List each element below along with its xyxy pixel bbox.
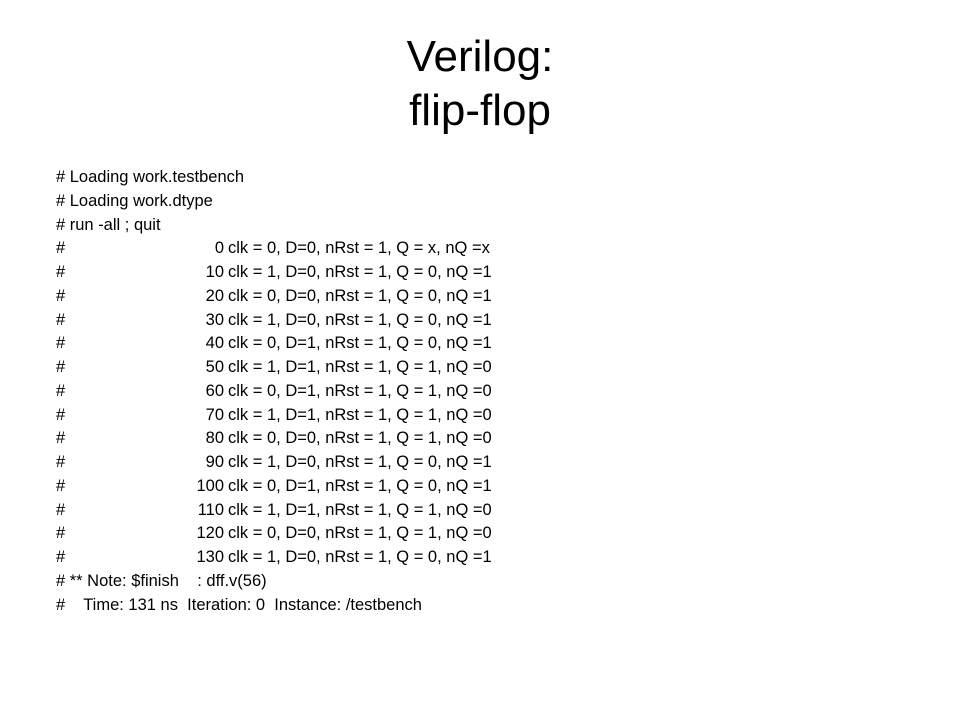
log-row <box>56 427 936 451</box>
log-hash: # <box>56 429 66 448</box>
log-row <box>56 475 936 499</box>
log-hash: # <box>56 500 66 519</box>
log-values: clk = 1, D=1, nRst = 1, Q = 1, nQ =0 <box>228 358 492 376</box>
log-text: # ** Note: $finish : dff.v(56) <box>56 571 267 590</box>
log-time: 30 <box>205 310 224 329</box>
log-values: clk = 0, D=0, nRst = 1, Q = 1, nQ =0 <box>228 429 492 448</box>
simulation-log <box>56 166 936 617</box>
log-header-line <box>56 166 936 190</box>
log-row <box>56 261 936 285</box>
log-hash: # <box>56 476 66 495</box>
log-hash: # <box>56 381 66 400</box>
log-hash: # <box>56 286 66 305</box>
log-row <box>56 451 936 475</box>
log-time: 50 <box>205 358 224 376</box>
slide-title <box>0 30 960 138</box>
log-row <box>56 237 936 261</box>
log-hash: # <box>56 405 66 424</box>
log-header-line <box>56 190 936 214</box>
log-row <box>56 546 936 570</box>
log-row <box>56 285 936 309</box>
log-values: clk = 0, D=1, nRst = 1, Q = 1, nQ =0 <box>228 381 492 400</box>
log-values: clk = 1, D=0, nRst = 1, Q = 0, nQ =1 <box>228 263 492 281</box>
log-values: clk = 0, D=0, nRst = 1, Q = 1, nQ =0 <box>228 524 492 543</box>
log-text: # Loading work.testbench <box>56 168 245 186</box>
log-row <box>56 309 936 333</box>
log-time: 70 <box>205 405 224 424</box>
slide-title-line-2: flip-flop <box>409 86 551 135</box>
log-time: 80 <box>205 429 224 448</box>
log-time: 40 <box>205 334 224 353</box>
log-row <box>56 499 936 523</box>
log-values: clk = 0, D=0, nRst = 1, Q = 0, nQ =1 <box>228 286 492 305</box>
log-hash: # <box>56 358 66 376</box>
log-hash: # <box>56 453 66 471</box>
log-row <box>56 380 936 404</box>
log-text: # Loading work.dtype <box>56 191 213 210</box>
log-row <box>56 332 936 356</box>
log-time: 90 <box>205 453 224 471</box>
log-footer-line <box>56 594 936 618</box>
log-hash: # <box>56 548 66 566</box>
log-values: clk = 0, D=1, nRst = 1, Q = 0, nQ =1 <box>228 476 492 495</box>
log-values: clk = 0, D=0, nRst = 1, Q = x, nQ =x <box>228 239 490 258</box>
log-hash: # <box>56 334 66 353</box>
log-values: clk = 0, D=1, nRst = 1, Q = 0, nQ =1 <box>228 334 492 353</box>
log-hash: # <box>56 263 66 281</box>
log-time: 130 <box>196 548 224 566</box>
log-time: 10 <box>205 263 224 281</box>
log-values: clk = 1, D=1, nRst = 1, Q = 1, nQ =0 <box>228 500 492 519</box>
log-time: 100 <box>196 476 224 495</box>
log-time: 0 <box>214 239 224 258</box>
log-values: clk = 1, D=0, nRst = 1, Q = 0, nQ =1 <box>228 548 492 566</box>
slide-title-line-1: Verilog: <box>406 32 554 81</box>
log-hash: # <box>56 239 66 258</box>
log-time: 110 <box>197 500 224 519</box>
log-text: # Time: 131 ns Iteration: 0 Instance: /testbench <box>56 595 422 614</box>
log-values: clk = 1, D=1, nRst = 1, Q = 1, nQ =0 <box>228 405 492 424</box>
log-footer-line <box>56 570 936 594</box>
log-row <box>56 404 936 428</box>
log-text: # run -all ; quit <box>56 215 161 234</box>
log-header-line <box>56 214 936 238</box>
log-row <box>56 522 936 546</box>
log-row <box>56 356 936 380</box>
log-time: 120 <box>196 524 224 543</box>
log-hash: # <box>56 524 66 543</box>
log-hash: # <box>56 310 66 329</box>
log-values: clk = 1, D=0, nRst = 1, Q = 0, nQ =1 <box>228 310 492 329</box>
log-time: 20 <box>205 286 224 305</box>
log-values: clk = 1, D=0, nRst = 1, Q = 0, nQ =1 <box>228 453 492 471</box>
log-time: 60 <box>205 381 224 400</box>
